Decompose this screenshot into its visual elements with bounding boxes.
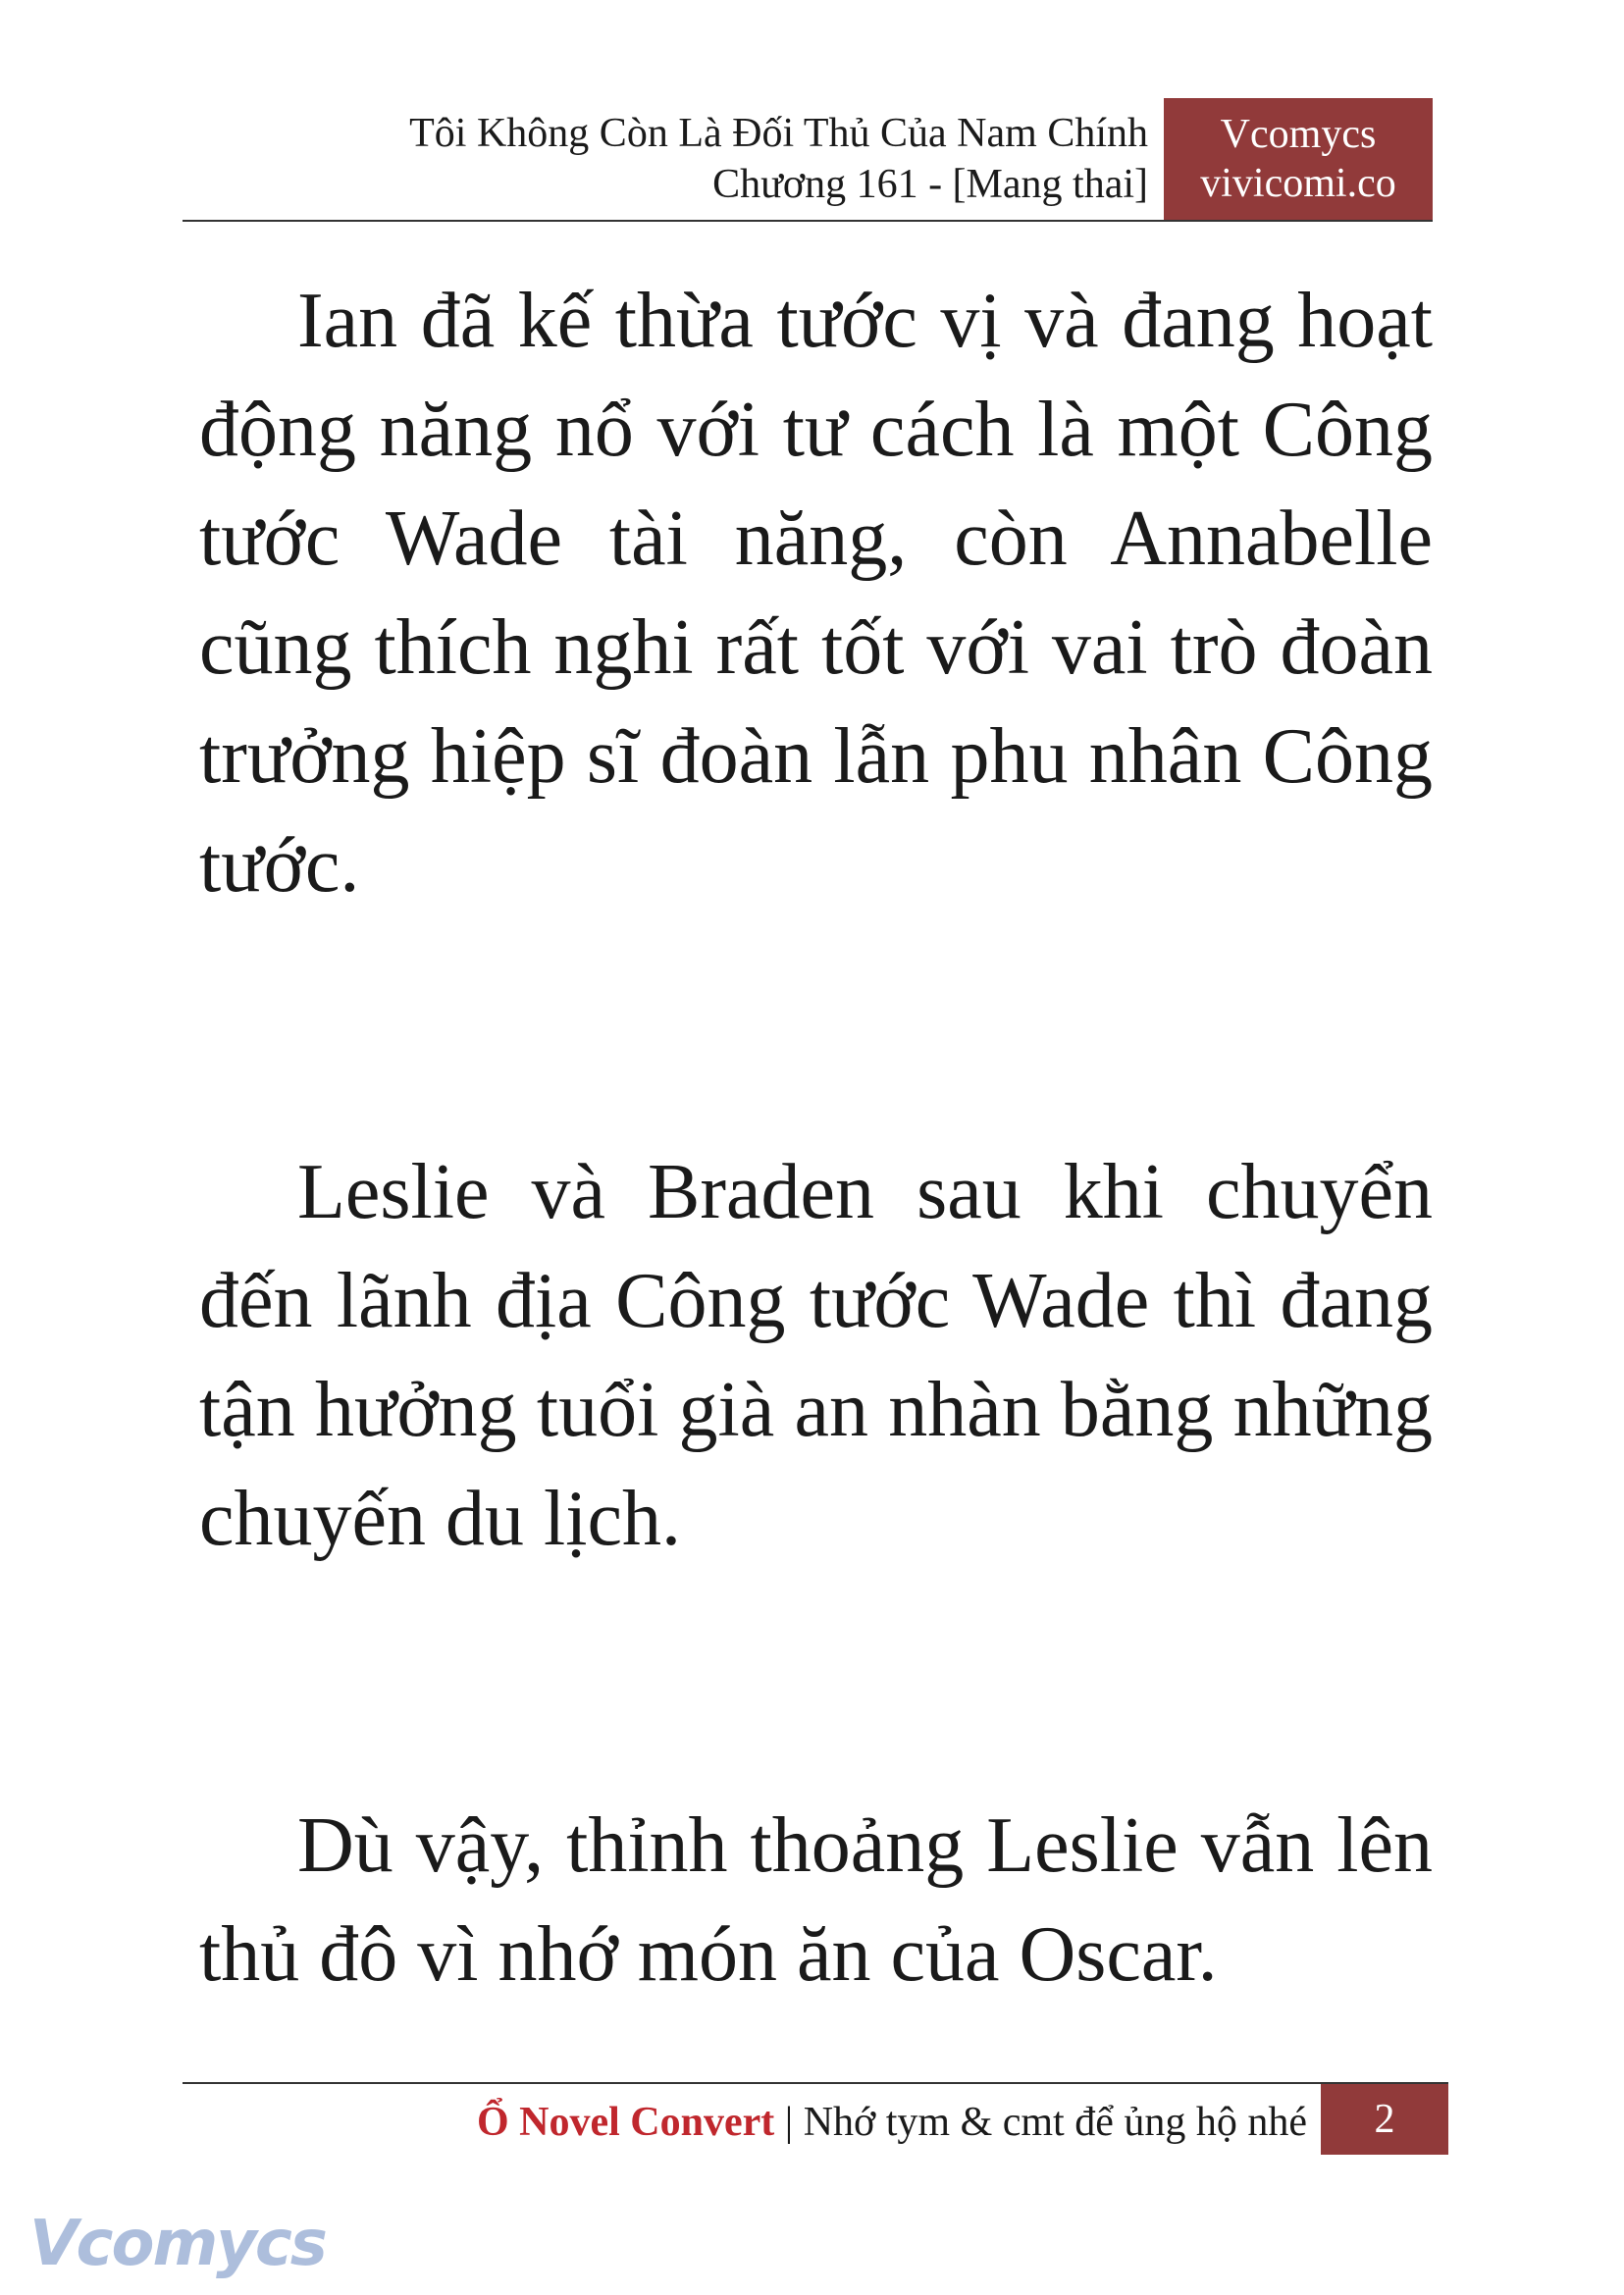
paragraph-1: Ian đã kế thừa tước vị và đang hoạt động năng nổ với tư cách là một Công tước Wade tài năng, còn Annabelle cũng thích nghi rất tốt với vai trò đoàn trưởng hiệp sĩ đoàn lẫn phu nhân Công tước.: [199, 278, 1433, 909]
footer-separator: |: [784, 2100, 794, 2145]
paragraph-3: Dù vậy, thỉnh thoảng Leslie vẫn lên thủ đô vì nhớ món ăn của Oscar.: [199, 1802, 1433, 1998]
chapter-title: Chương 161 - [Mang thai]: [712, 162, 1148, 207]
badge-site: vivicomi.co: [1200, 161, 1396, 206]
page-footer: [183, 2082, 1448, 2153]
footer-brand: Ổ Novel Convert: [476, 2100, 775, 2145]
header-badge: [1164, 98, 1433, 220]
watermark-logo: Vcomycs: [29, 2208, 326, 2280]
page-number: 2: [1321, 2084, 1448, 2155]
footer-note: Nhớ tym & cmt để ủng hộ nhé: [803, 2100, 1307, 2145]
page-header: [183, 98, 1433, 222]
badge-brand: Vcomycs: [1220, 112, 1377, 157]
chapter-content: [199, 267, 1433, 2009]
book-title: Tôi Không Còn Là Đối Thủ Của Nam Chính: [409, 111, 1148, 156]
paragraph-2: Leslie và Braden sau khi chuyển đến lãnh địa Công tước Wade thì đang tận hưởng tuổi già an nhàn bằng những chuyến du lịch.: [199, 1149, 1433, 1562]
header-text: [409, 108, 1148, 210]
footer-text: [477, 2098, 1307, 2147]
